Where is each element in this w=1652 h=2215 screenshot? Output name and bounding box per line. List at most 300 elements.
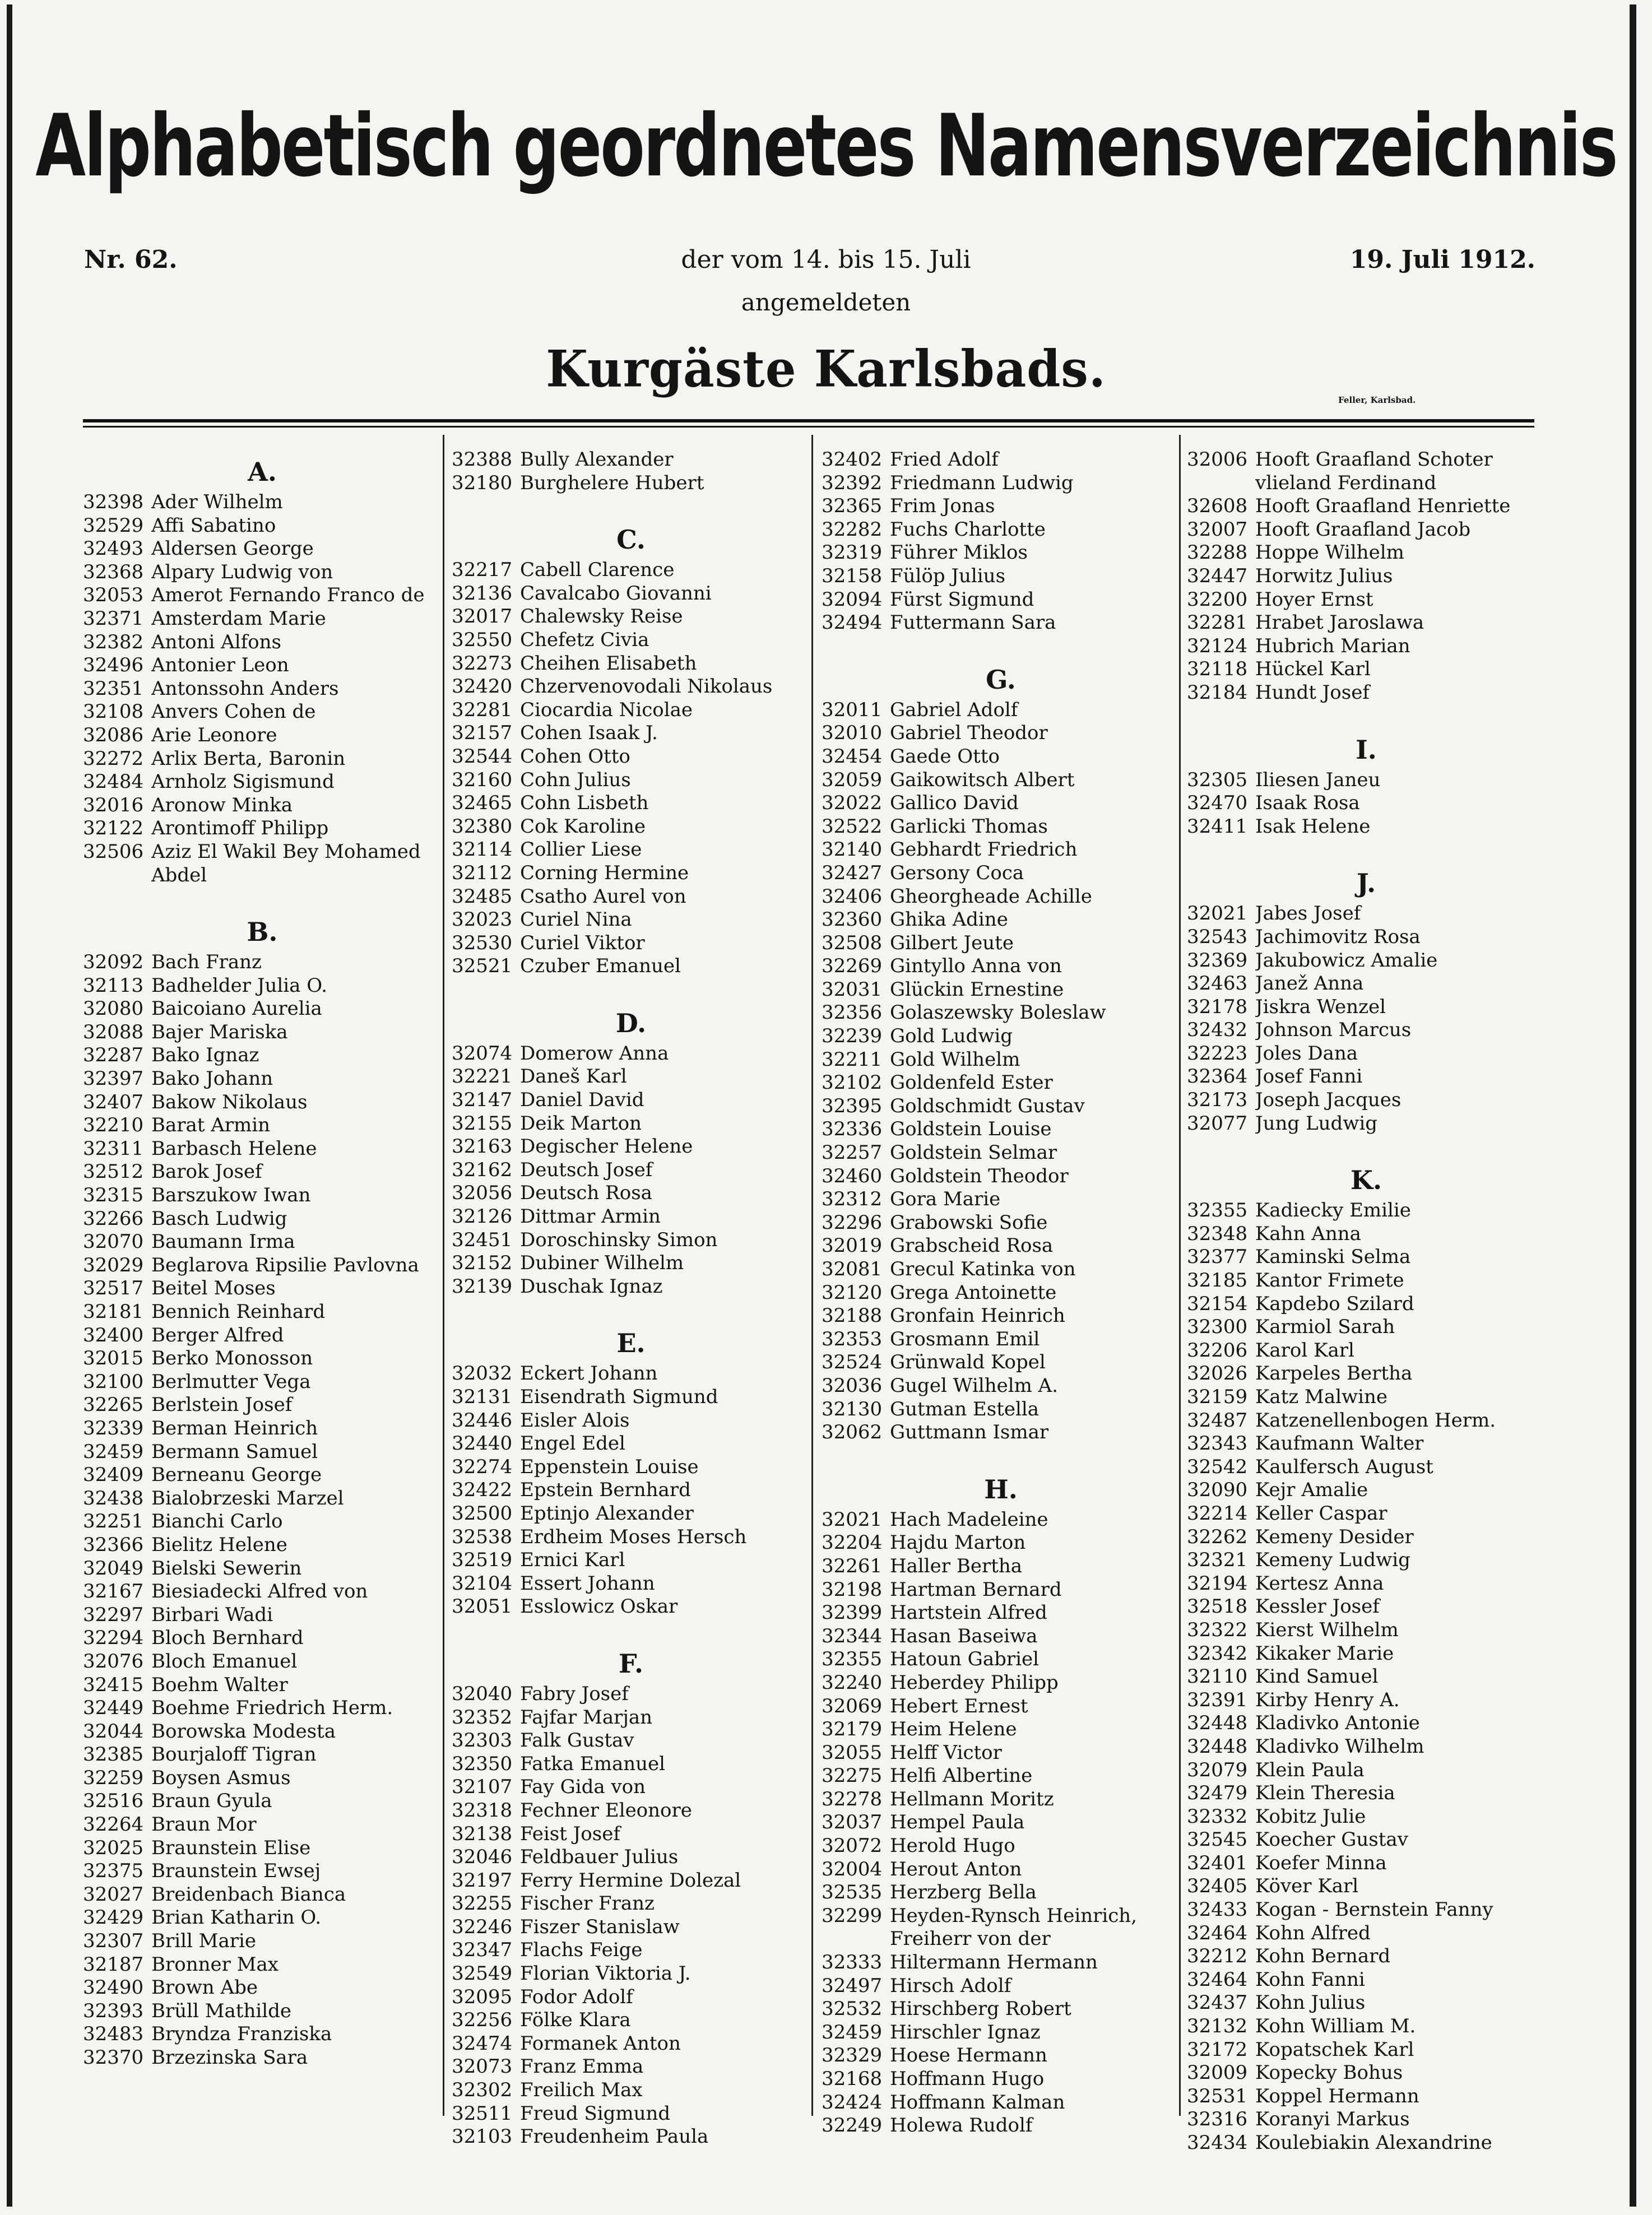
guest-name: Hartstein Alfred: [890, 1601, 1047, 1624]
guest-name: Fay Gida von: [520, 1776, 646, 1799]
guest-name: Hoffmann Kalman: [890, 2091, 1065, 2114]
guest-number: 32044: [83, 1720, 144, 1743]
list-item: [822, 588, 1180, 612]
list-item: [452, 2055, 810, 2079]
guest-name: Goldenfeld Ester: [890, 1071, 1053, 1094]
list-item: [452, 1869, 810, 1893]
list-item: [83, 841, 442, 887]
guest-name: Hooft Graafland Henriette: [1255, 495, 1511, 518]
guest-name: Karmiol Sarah: [1255, 1316, 1395, 1339]
list-item: [822, 2044, 1180, 2068]
guest-name: Daniel David: [520, 1089, 644, 1112]
guest-name: Bryndza Franziska: [151, 2023, 332, 2046]
list-item: [822, 2021, 1180, 2045]
list-item: [822, 541, 1180, 565]
guest-number: 32015: [83, 1347, 144, 1370]
list-item: [1187, 448, 1546, 495]
list-item: [83, 1860, 442, 1883]
guest-number: 32432: [1187, 1019, 1248, 1042]
list-item: [822, 1071, 1180, 1095]
list-item: [1187, 1805, 1546, 1829]
list-item: [1187, 1502, 1546, 1526]
list-item: [822, 495, 1180, 518]
guest-number: 32535: [822, 1881, 883, 1904]
guest-name: Flachs Feige: [520, 1939, 643, 1962]
guest-number: 32155: [452, 1112, 513, 1135]
guest-name: Affi Sabatino: [151, 514, 276, 537]
guest-number: 32518: [1187, 1595, 1248, 1618]
guest-number: 32021: [1187, 902, 1248, 925]
guest-name: Futtermann Sara: [890, 611, 1056, 634]
guest-name: Aronow Minka: [151, 793, 293, 816]
guest-number: 32104: [452, 1572, 513, 1595]
letter-heading: B.: [247, 917, 278, 948]
list-item: [1187, 1968, 1546, 1992]
list-item: [452, 1939, 810, 1962]
list-item: [1187, 1019, 1546, 1042]
list-item: [452, 722, 810, 745]
guest-name: Boysen Asmus: [151, 1766, 291, 1789]
guest-number: 32159: [1187, 1386, 1248, 1408]
guest-number: 32339: [83, 1417, 144, 1439]
list-item: [83, 1930, 442, 1953]
guest-number: 32332: [1187, 1805, 1248, 1828]
guest-number: 32200: [1187, 588, 1248, 611]
guest-number: 32380: [452, 815, 513, 838]
guest-name: Cabell Clarence: [520, 559, 675, 582]
guest-number: 32542: [1187, 1455, 1248, 1478]
list-item: [83, 1906, 442, 1930]
guest-number: 32114: [452, 838, 513, 861]
list-item: [83, 1650, 442, 1674]
guest-number: 32055: [822, 1741, 883, 1764]
list-item: [452, 582, 810, 606]
guest-number: 32437: [1187, 1991, 1248, 2014]
list-item: [822, 885, 1180, 909]
guest-name: Kessler Josef: [1255, 1595, 1380, 1618]
guest-name: Feist Josef: [520, 1822, 620, 1845]
guest-number: 32377: [1187, 1246, 1248, 1269]
guest-name: Arontimoff Philipp: [151, 817, 329, 840]
list-item: [83, 1160, 442, 1184]
guest-number: 32493: [83, 537, 144, 560]
list-item: [83, 2000, 442, 2023]
section-gap: [83, 887, 442, 908]
list-item: [83, 1976, 442, 2000]
list-item: [822, 792, 1180, 815]
guest-number: 32464: [1187, 1921, 1248, 1944]
guest-number: 32124: [1187, 634, 1248, 657]
guest-number: 32212: [1187, 1945, 1248, 1968]
guest-number: 32269: [822, 955, 883, 978]
list-item: [1187, 1089, 1546, 1112]
guest-name: Formanek Anton: [520, 2032, 681, 2055]
list-item: [822, 1328, 1180, 1352]
list-item: [83, 1394, 442, 1417]
guest-name: Kantor Frimete: [1255, 1269, 1404, 1292]
guest-name: Cok Karoline: [520, 815, 646, 838]
section-gap: [452, 495, 810, 516]
guest-name: Kohn William M.: [1255, 2015, 1416, 2038]
list-item: [452, 1065, 810, 1089]
guest-number: 32110: [1187, 1665, 1248, 1688]
guest-name: Heberdey Philipp: [890, 1671, 1059, 1694]
guest-name: Dubiner Wilhelm: [520, 1252, 684, 1275]
list-item: [83, 1277, 442, 1301]
guest-name: Köver Karl: [1255, 1875, 1359, 1898]
guest-number: 32281: [1187, 611, 1248, 634]
guest-name: Bako Johann: [151, 1067, 273, 1090]
list-item: [83, 607, 442, 631]
guest-number: 32240: [822, 1671, 883, 1694]
list-item: [452, 1042, 810, 1066]
guest-name: Garlicki Thomas: [890, 815, 1048, 838]
list-item: [1187, 1339, 1546, 1363]
guest-name: Joseph Jacques: [1255, 1089, 1402, 1112]
guest-name: Arlix Berta, Baronin: [151, 747, 346, 770]
list-item: [452, 1362, 810, 1386]
list-item: [1187, 495, 1546, 518]
guest-name: Eisler Alois: [520, 1409, 630, 1432]
list-item: [452, 815, 810, 839]
guest-name: Friedmann Ludwig: [890, 471, 1074, 494]
list-item: [822, 1188, 1180, 1211]
list-item: [452, 1182, 810, 1205]
name-column-1: [83, 448, 442, 2070]
guest-number: 32370: [83, 2046, 144, 2069]
guest-number: 32162: [452, 1158, 513, 1181]
guest-number: 32217: [452, 559, 513, 582]
guest-name: Aldersen George: [151, 537, 314, 560]
guest-number: 32073: [452, 2055, 513, 2078]
guest-name: Frim Jonas: [890, 495, 995, 518]
guest-number: 32126: [452, 1205, 513, 1228]
guest-number: 32521: [452, 955, 513, 978]
list-item: [1187, 1432, 1546, 1456]
section-gap: [1187, 838, 1546, 860]
guest-name: Fajfar Marjan: [520, 1706, 653, 1729]
letter-heading: F.: [618, 1648, 644, 1679]
guest-name: Bennich Reinhard: [151, 1301, 326, 1323]
list-item: [83, 1114, 442, 1137]
list-item: [822, 769, 1180, 792]
list-item: [1187, 1246, 1546, 1269]
guest-number: 32262: [1187, 1525, 1248, 1548]
guest-number: 32460: [822, 1164, 883, 1187]
guest-number: 32265: [83, 1394, 144, 1417]
guest-name: Cheihen Elisabeth: [520, 652, 697, 675]
list-item: [1187, 1316, 1546, 1339]
guest-number: 32496: [83, 654, 144, 677]
guest-number: 32272: [83, 747, 144, 770]
name-column-2: [452, 448, 810, 2149]
list-item: [452, 1456, 810, 1479]
guest-name: Hrabet Jaroslawa: [1255, 611, 1424, 634]
guest-number: 32355: [822, 1648, 883, 1671]
guest-number: 32315: [83, 1184, 144, 1207]
list-item: [452, 745, 810, 769]
list-item: [822, 1234, 1180, 1258]
subtitle: angemeldeten: [741, 289, 911, 316]
list-item: [822, 1398, 1180, 1422]
guest-name: Grega Antoinette: [890, 1281, 1057, 1304]
guest-name: Collier Liese: [520, 838, 642, 861]
guest-name: Kobitz Julie: [1255, 1805, 1366, 1828]
guest-name: Amerot Fernando Franco de: [151, 584, 425, 607]
guest-number: 32275: [822, 1764, 883, 1787]
list-item: [452, 1799, 810, 1823]
guest-number: 32029: [83, 1253, 144, 1276]
list-item: [83, 1371, 442, 1394]
guest-name: Hubrich Marian: [1255, 634, 1410, 657]
list-item: [1187, 902, 1546, 926]
guest-name: Hirsch Adolf: [890, 1974, 1011, 1997]
list-item: [83, 1534, 442, 1557]
list-item: [822, 722, 1180, 745]
guest-name: Gora Marie: [890, 1188, 1001, 1211]
list-item: [452, 629, 810, 652]
guest-name: Amsterdam Marie: [151, 607, 326, 630]
guest-name: Grabscheid Rosa: [890, 1234, 1054, 1257]
guest-number: 32131: [452, 1386, 513, 1408]
guest-name: Biesiadecki Alfred von: [151, 1580, 368, 1603]
guest-name: Hoppe Wilhelm: [1255, 541, 1404, 564]
guest-name: Kohn Fanni: [1255, 1968, 1365, 1991]
list-item: [83, 1464, 442, 1487]
list-item: [452, 652, 810, 676]
guest-number: 32543: [1187, 925, 1248, 948]
section-gap: [452, 1619, 810, 1640]
list-item: [1187, 1875, 1546, 1898]
guest-number: 32427: [822, 861, 883, 884]
list-item: [822, 955, 1180, 978]
guest-number: 32550: [452, 628, 513, 651]
guest-number: 32070: [83, 1230, 144, 1253]
list-item: [452, 1275, 810, 1299]
guest-number: 32053: [83, 584, 144, 607]
list-item: [452, 1479, 810, 1502]
guest-name: Aziz El Wakil Bey Mohamed Abdel: [151, 840, 421, 886]
list-item: [822, 1835, 1180, 1858]
guest-name: Gilbert Jeute: [890, 931, 1014, 954]
guest-number: 32409: [83, 1464, 144, 1487]
guest-name: Gabriel Theodor: [890, 722, 1048, 745]
list-item: [1187, 2085, 1546, 2109]
guest-name: Epstein Bernhard: [520, 1479, 691, 1502]
guest-name: Koppel Hermann: [1255, 2084, 1419, 2107]
guest-number: 32352: [452, 1706, 513, 1729]
guest-name: Helfi Albertine: [890, 1764, 1033, 1787]
list-item: [452, 1753, 810, 1776]
guest-name: Kirby Henry A.: [1255, 1688, 1400, 1711]
guest-name: Falk Gustav: [520, 1729, 634, 1752]
list-item: [452, 1159, 810, 1182]
guest-name: Kahn Anna: [1255, 1222, 1361, 1245]
guest-name: Kaminski Selma: [1255, 1246, 1411, 1269]
list-item: [83, 974, 442, 998]
guest-number: 32100: [83, 1370, 144, 1393]
guest-number: 32026: [1187, 1362, 1248, 1385]
guest-number: 32108: [83, 700, 144, 723]
guest-name: Hebert Ernest: [890, 1694, 1028, 1717]
guest-number: 32069: [822, 1694, 883, 1717]
name-column-4: [1187, 448, 1546, 2155]
guest-number: 32508: [822, 931, 883, 954]
guest-name: Cavalcabo Giovanni: [520, 582, 712, 605]
list-item: [452, 1089, 810, 1112]
guest-number: 32392: [822, 471, 883, 494]
guest-name: Bourjaloff Tigran: [151, 1743, 317, 1766]
guest-number: 32180: [452, 471, 513, 494]
guest-name: Deutsch Rosa: [520, 1182, 652, 1205]
guest-number: 32094: [822, 588, 883, 611]
guest-number: 32009: [1187, 2061, 1248, 2084]
guest-name: Daneš Karl: [520, 1065, 627, 1088]
list-item: [1187, 1689, 1546, 1712]
guest-number: 32140: [822, 838, 883, 861]
list-item: [83, 1067, 442, 1091]
guest-name: Fülöp Julius: [890, 564, 1006, 587]
list-item: [822, 815, 1180, 839]
guest-name: Barok Josef: [151, 1160, 262, 1183]
guest-name: Brian Katharin O.: [151, 1906, 322, 1929]
guest-number: 32369: [1187, 949, 1248, 972]
guest-name: Haller Bertha: [890, 1554, 1023, 1577]
guest-name: Bako Ignaz: [151, 1044, 259, 1067]
list-item: [452, 2009, 810, 2032]
guest-number: 32321: [1187, 1549, 1248, 1572]
list-item: [1187, 2108, 1546, 2132]
guest-number: 32350: [452, 1752, 513, 1775]
guest-number: 32181: [83, 1301, 144, 1323]
guest-number: 32348: [1187, 1222, 1248, 1245]
issue-number: Nr. 62.: [84, 245, 178, 274]
section-gap: [822, 1445, 1180, 1466]
guest-name: Baicoiano Aurelia: [151, 997, 322, 1020]
guest-number: 32465: [452, 792, 513, 815]
guest-name: Burghelere Hubert: [520, 471, 704, 494]
guest-number: 32322: [1187, 1618, 1248, 1641]
list-item: [822, 1508, 1180, 1532]
guest-name: Barszukow Iwan: [151, 1184, 311, 1207]
guest-number: 32246: [452, 1915, 513, 1938]
list-item: [1187, 1782, 1546, 1805]
guest-name: Erdheim Moses Hersch: [520, 1525, 747, 1548]
guest-number: 32031: [822, 978, 883, 1001]
list-item: [1187, 1665, 1546, 1689]
guest-name: Helff Victor: [890, 1741, 1002, 1764]
guest-number: 32059: [822, 768, 883, 791]
list-item: [1187, 635, 1546, 658]
guest-number: 32447: [1187, 564, 1248, 587]
list-item: [822, 1025, 1180, 1048]
guest-number: 32424: [822, 2091, 883, 2114]
guest-name: Fürst Sigmund: [890, 588, 1034, 611]
list-item: [83, 1510, 442, 1534]
guest-name: Antonier Leon: [151, 654, 289, 677]
list-item: [452, 1986, 810, 2009]
list-item: [1187, 2132, 1546, 2155]
guest-name: Antonssohn Anders: [151, 677, 339, 700]
list-item: [452, 472, 810, 495]
guest-name: Kemeny Desider: [1255, 1525, 1414, 1548]
column-divider: [443, 435, 444, 2116]
guest-name: Iliesen Janeu: [1255, 768, 1381, 791]
guest-name: Führer Miklos: [890, 541, 1028, 564]
guest-name: Hajdu Marton: [890, 1531, 1026, 1554]
guest-number: 32062: [822, 1421, 883, 1444]
guest-number: 32288: [1187, 541, 1248, 564]
guest-number: 32463: [1187, 972, 1248, 995]
guest-name: Engel Edel: [520, 1432, 625, 1455]
guest-name: Berko Monosson: [151, 1347, 313, 1370]
list-item: [452, 2079, 810, 2102]
list-item: [452, 1572, 810, 1596]
guest-name: Brown Abe: [151, 1976, 258, 1999]
list-item: [83, 1347, 442, 1371]
guest-name: Braun Gyula: [151, 1790, 272, 1813]
guest-name: Ernici Karl: [520, 1549, 625, 1572]
list-item: [1187, 815, 1546, 839]
header-rule: [83, 419, 1534, 422]
guest-number: 32173: [1187, 1089, 1248, 1112]
guest-number: 32391: [1187, 1688, 1248, 1711]
guest-number: 32300: [1187, 1316, 1248, 1339]
guest-number: 32040: [452, 1682, 513, 1705]
guest-name: Isaak Rosa: [1255, 792, 1360, 815]
guest-number: 32353: [822, 1327, 883, 1350]
guest-number: 32407: [83, 1090, 144, 1113]
list-item: [452, 1962, 810, 1986]
guest-number: 32139: [452, 1275, 513, 1298]
guest-name: Bajer Mariska: [151, 1020, 288, 1043]
list-item: [452, 1386, 810, 1409]
guest-number: 32538: [452, 1525, 513, 1548]
list-item: [452, 1526, 810, 1549]
list-item: [822, 518, 1180, 542]
guest-name: Hoese Hermann: [890, 2044, 1047, 2067]
letter-heading: I.: [1356, 734, 1377, 765]
guest-name: Kladivko Antonie: [1255, 1712, 1420, 1735]
list-item: [822, 1695, 1180, 1719]
guest-number: 32266: [83, 1207, 144, 1230]
guest-name: Hatoun Gabriel: [890, 1648, 1039, 1671]
guest-name: Eckert Johann: [520, 1362, 658, 1385]
list-item: [1187, 1409, 1546, 1433]
list-item: [1187, 1223, 1546, 1246]
guest-name: Gold Wilhelm: [890, 1048, 1020, 1071]
guest-name: Golaszewsky Boleslaw: [890, 1001, 1106, 1024]
guest-name: Braunstein Elise: [151, 1836, 311, 1859]
list-item: [452, 675, 810, 699]
guest-number: 32365: [822, 495, 883, 518]
list-item: [1187, 681, 1546, 705]
guest-number: 32532: [822, 1998, 883, 2021]
guest-name: Gutman Estella: [890, 1397, 1040, 1420]
guest-name: Braun Mor: [151, 1813, 257, 1836]
guest-name: Kogan - Bernstein Fanny: [1255, 1898, 1493, 1921]
section-gap: [822, 635, 1180, 656]
guest-number: 32184: [1187, 681, 1248, 704]
guest-name: Fölke Klara: [520, 2009, 631, 2032]
list-item: [1187, 1479, 1546, 1502]
guest-number: 32011: [822, 698, 883, 721]
guest-number: 32356: [822, 1001, 883, 1024]
guest-number: 32022: [822, 792, 883, 815]
list-item: [822, 611, 1180, 635]
guest-name: Fodor Adolf: [520, 1985, 633, 2008]
guest-name: Bach Franz: [151, 951, 262, 974]
